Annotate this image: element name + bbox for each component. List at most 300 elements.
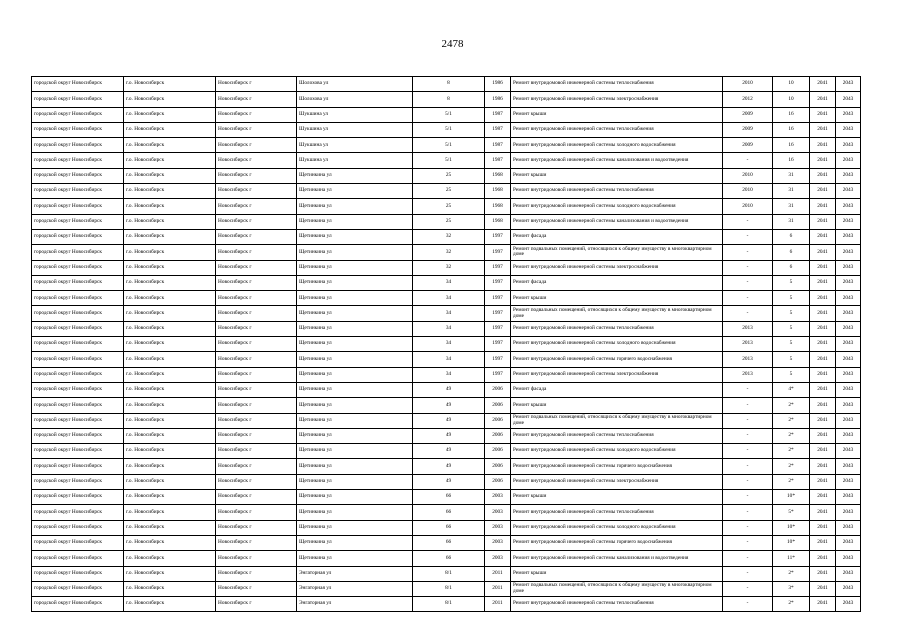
district-cell: г.о. Новосибирск xyxy=(124,229,216,244)
end-year-cell: 2043 xyxy=(836,367,861,382)
start-year-cell: 2041 xyxy=(810,291,836,306)
house-number-cell: 66 xyxy=(413,505,485,520)
table-row xyxy=(32,260,861,275)
house-number-cell: 8/1 xyxy=(413,566,485,581)
district-cell: г.о. Новосибирск xyxy=(124,505,216,520)
district-cell: г.о. Новосибирск xyxy=(124,337,216,352)
city-cell: Новосибирск г xyxy=(216,275,297,290)
table-row xyxy=(32,566,861,581)
end-year-cell: 2043 xyxy=(836,275,861,290)
start-year-cell: 2041 xyxy=(810,413,836,428)
end-year-cell: 2043 xyxy=(836,413,861,428)
repair-schedule-table xyxy=(31,76,861,612)
district-cell: г.о. Новосибирск xyxy=(124,459,216,474)
work-type-cell: Ремонт подвальных помещений, относящихся к общему имуществу в многоквартирном доме xyxy=(511,306,723,321)
district-cell: г.о. Новосибирск xyxy=(124,581,216,596)
build-year-cell: 1986 xyxy=(485,77,511,92)
street-cell: Щетинкина ул xyxy=(297,535,413,550)
start-year-cell: 2041 xyxy=(810,535,836,550)
start-year-cell: 2041 xyxy=(810,505,836,520)
municipality-cell: городской округ Новосибирск xyxy=(32,490,124,505)
work-type-cell: Ремонт внутридомовой инженерной системы теплоснабжения xyxy=(511,428,723,443)
wear-cell: 2* xyxy=(773,459,810,474)
work-type-cell: Ремонт внутридомовой инженерной системы теплоснабжения xyxy=(511,597,723,612)
last-repair-year-cell: 2009 xyxy=(723,107,773,122)
build-year-cell: 1987 xyxy=(485,153,511,168)
table-row xyxy=(32,337,861,352)
work-type-cell: Ремонт внутридомовой инженерной системы канализования и водоотведения xyxy=(511,551,723,566)
wear-cell: 2* xyxy=(773,413,810,428)
start-year-cell: 2041 xyxy=(810,551,836,566)
municipality-cell: городской округ Новосибирск xyxy=(32,382,124,397)
municipality-cell: городской округ Новосибирск xyxy=(32,214,124,229)
wear-cell: 5 xyxy=(773,291,810,306)
start-year-cell: 2041 xyxy=(810,321,836,336)
wear-cell: 6 xyxy=(773,245,810,260)
municipality-cell: городской округ Новосибирск xyxy=(32,535,124,550)
city-cell: Новосибирск г xyxy=(216,398,297,413)
table-row xyxy=(32,597,861,612)
last-repair-year-cell: - xyxy=(723,275,773,290)
table-row xyxy=(32,306,861,321)
district-cell: г.о. Новосибирск xyxy=(124,444,216,459)
street-cell: Щетинкина ул xyxy=(297,551,413,566)
house-number-cell: 25 xyxy=(413,214,485,229)
house-number-cell: 66 xyxy=(413,535,485,550)
street-cell: Щетинкина ул xyxy=(297,444,413,459)
house-number-cell: 49 xyxy=(413,428,485,443)
district-cell: г.о. Новосибирск xyxy=(124,184,216,199)
street-cell: Щетинкина ул xyxy=(297,352,413,367)
end-year-cell: 2043 xyxy=(836,92,861,107)
house-number-cell: 34 xyxy=(413,352,485,367)
build-year-cell: 1986 xyxy=(485,92,511,107)
last-repair-year-cell: - xyxy=(723,428,773,443)
work-type-cell: Ремонт крыши xyxy=(511,490,723,505)
street-cell: Шукшина ул xyxy=(297,107,413,122)
work-type-cell: Ремонт внутридомовой инженерной системы теплоснабжения xyxy=(511,122,723,137)
table-row xyxy=(32,138,861,153)
street-cell: Щетинкина ул xyxy=(297,214,413,229)
district-cell: г.о. Новосибирск xyxy=(124,382,216,397)
build-year-cell: 1997 xyxy=(485,275,511,290)
end-year-cell: 2043 xyxy=(836,581,861,596)
city-cell: Новосибирск г xyxy=(216,459,297,474)
municipality-cell: городской округ Новосибирск xyxy=(32,260,124,275)
build-year-cell: 2003 xyxy=(485,535,511,550)
table-row xyxy=(32,153,861,168)
municipality-cell: городской округ Новосибирск xyxy=(32,474,124,489)
municipality-cell: городской округ Новосибирск xyxy=(32,597,124,612)
wear-cell: 2* xyxy=(773,428,810,443)
district-cell: г.о. Новосибирск xyxy=(124,153,216,168)
end-year-cell: 2043 xyxy=(836,337,861,352)
build-year-cell: 2006 xyxy=(485,428,511,443)
wear-cell: 2* xyxy=(773,566,810,581)
start-year-cell: 2041 xyxy=(810,352,836,367)
end-year-cell: 2043 xyxy=(836,459,861,474)
street-cell: Щетинкина ул xyxy=(297,367,413,382)
end-year-cell: 2043 xyxy=(836,122,861,137)
last-repair-year-cell: 2009 xyxy=(723,138,773,153)
house-number-cell: 49 xyxy=(413,382,485,397)
build-year-cell: 1997 xyxy=(485,260,511,275)
work-type-cell: Ремонт фасада xyxy=(511,275,723,290)
start-year-cell: 2041 xyxy=(810,490,836,505)
last-repair-year-cell: - xyxy=(723,551,773,566)
house-number-cell: 49 xyxy=(413,459,485,474)
end-year-cell: 2043 xyxy=(836,490,861,505)
house-number-cell: 25 xyxy=(413,168,485,183)
municipality-cell: городской округ Новосибирск xyxy=(32,107,124,122)
start-year-cell: 2041 xyxy=(810,199,836,214)
street-cell: Щетинкина ул xyxy=(297,260,413,275)
last-repair-year-cell: 2010 xyxy=(723,184,773,199)
wear-cell: 2* xyxy=(773,444,810,459)
street-cell: Щетинкина ул xyxy=(297,184,413,199)
city-cell: Новосибирск г xyxy=(216,520,297,535)
street-cell: Щетинкина ул xyxy=(297,199,413,214)
work-type-cell: Ремонт внутридомовой инженерной системы холодного водоснабжения xyxy=(511,199,723,214)
district-cell: г.о. Новосибирск xyxy=(124,168,216,183)
municipality-cell: городской округ Новосибирск xyxy=(32,92,124,107)
end-year-cell: 2043 xyxy=(836,229,861,244)
district-cell: г.о. Новосибирск xyxy=(124,199,216,214)
city-cell: Новосибирск г xyxy=(216,306,297,321)
work-type-cell: Ремонт крыши xyxy=(511,398,723,413)
table-row xyxy=(32,184,861,199)
district-cell: г.о. Новосибирск xyxy=(124,352,216,367)
build-year-cell: 1997 xyxy=(485,337,511,352)
end-year-cell: 2043 xyxy=(836,138,861,153)
street-cell: Щетинкина ул xyxy=(297,398,413,413)
house-number-cell: 34 xyxy=(413,367,485,382)
municipality-cell: городской округ Новосибирск xyxy=(32,229,124,244)
work-type-cell: Ремонт внутридомовой инженерной системы холодного водоснабжения xyxy=(511,138,723,153)
start-year-cell: 2041 xyxy=(810,214,836,229)
street-cell: Щетинкина ул xyxy=(297,337,413,352)
district-cell: г.о. Новосибирск xyxy=(124,245,216,260)
house-number-cell: 34 xyxy=(413,337,485,352)
city-cell: Новосибирск г xyxy=(216,505,297,520)
district-cell: г.о. Новосибирск xyxy=(124,428,216,443)
street-cell: Щетинкина ул xyxy=(297,321,413,336)
district-cell: г.о. Новосибирск xyxy=(124,122,216,137)
table-row xyxy=(32,77,861,92)
city-cell: Новосибирск г xyxy=(216,138,297,153)
street-cell: Энгаторная ул xyxy=(297,566,413,581)
wear-cell: 10* xyxy=(773,490,810,505)
wear-cell: 3* xyxy=(773,581,810,596)
street-cell: Щетинкина ул xyxy=(297,474,413,489)
district-cell: г.о. Новосибирск xyxy=(124,398,216,413)
house-number-cell: 49 xyxy=(413,398,485,413)
end-year-cell: 2043 xyxy=(836,566,861,581)
table-row xyxy=(32,505,861,520)
table-row xyxy=(32,245,861,260)
last-repair-year-cell: - xyxy=(723,398,773,413)
street-cell: Щетинкина ул xyxy=(297,382,413,397)
city-cell: Новосибирск г xyxy=(216,535,297,550)
build-year-cell: 1997 xyxy=(485,291,511,306)
city-cell: Новосибирск г xyxy=(216,597,297,612)
last-repair-year-cell: 2013 xyxy=(723,321,773,336)
build-year-cell: 1968 xyxy=(485,199,511,214)
wear-cell: 5 xyxy=(773,306,810,321)
city-cell: Новосибирск г xyxy=(216,337,297,352)
build-year-cell: 1987 xyxy=(485,107,511,122)
city-cell: Новосибирск г xyxy=(216,168,297,183)
street-cell: Щетинкина ул xyxy=(297,275,413,290)
house-number-cell: 8/1 xyxy=(413,597,485,612)
city-cell: Новосибирск г xyxy=(216,260,297,275)
municipality-cell: городской округ Новосибирск xyxy=(32,184,124,199)
wear-cell: 16 xyxy=(773,122,810,137)
start-year-cell: 2041 xyxy=(810,444,836,459)
build-year-cell: 2011 xyxy=(485,566,511,581)
wear-cell: 4* xyxy=(773,382,810,397)
district-cell: г.о. Новосибирск xyxy=(124,92,216,107)
last-repair-year-cell: - xyxy=(723,291,773,306)
start-year-cell: 2041 xyxy=(810,581,836,596)
street-cell: Шукшина ул xyxy=(297,138,413,153)
house-number-cell: 25 xyxy=(413,184,485,199)
wear-cell: 5 xyxy=(773,321,810,336)
build-year-cell: 2003 xyxy=(485,505,511,520)
municipality-cell: городской округ Новосибирск xyxy=(32,520,124,535)
start-year-cell: 2041 xyxy=(810,229,836,244)
start-year-cell: 2041 xyxy=(810,260,836,275)
start-year-cell: 2041 xyxy=(810,566,836,581)
wear-cell: 16 xyxy=(773,153,810,168)
start-year-cell: 2041 xyxy=(810,153,836,168)
end-year-cell: 2043 xyxy=(836,474,861,489)
build-year-cell: 2011 xyxy=(485,597,511,612)
build-year-cell: 1968 xyxy=(485,168,511,183)
table-row xyxy=(32,275,861,290)
last-repair-year-cell: - xyxy=(723,490,773,505)
table-row xyxy=(32,92,861,107)
house-number-cell: 5/1 xyxy=(413,138,485,153)
house-number-cell: 8 xyxy=(413,77,485,92)
last-repair-year-cell: - xyxy=(723,260,773,275)
build-year-cell: 1997 xyxy=(485,245,511,260)
start-year-cell: 2041 xyxy=(810,306,836,321)
last-repair-year-cell: - xyxy=(723,535,773,550)
table-row xyxy=(32,352,861,367)
city-cell: Новосибирск г xyxy=(216,581,297,596)
work-type-cell: Ремонт внутридомовой инженерной системы электроснабжения xyxy=(511,92,723,107)
build-year-cell: 2006 xyxy=(485,459,511,474)
build-year-cell: 1968 xyxy=(485,184,511,199)
district-cell: г.о. Новосибирск xyxy=(124,260,216,275)
build-year-cell: 1987 xyxy=(485,122,511,137)
last-repair-year-cell: - xyxy=(723,566,773,581)
last-repair-year-cell: - xyxy=(723,505,773,520)
city-cell: Новосибирск г xyxy=(216,184,297,199)
district-cell: г.о. Новосибирск xyxy=(124,413,216,428)
table-row xyxy=(32,474,861,489)
build-year-cell: 1997 xyxy=(485,229,511,244)
end-year-cell: 2043 xyxy=(836,184,861,199)
municipality-cell: городской округ Новосибирск xyxy=(32,291,124,306)
last-repair-year-cell: - xyxy=(723,474,773,489)
city-cell: Новосибирск г xyxy=(216,291,297,306)
table-row xyxy=(32,520,861,535)
street-cell: Щетинкина ул xyxy=(297,505,413,520)
district-cell: г.о. Новосибирск xyxy=(124,77,216,92)
city-cell: Новосибирск г xyxy=(216,214,297,229)
start-year-cell: 2041 xyxy=(810,77,836,92)
last-repair-year-cell: - xyxy=(723,306,773,321)
municipality-cell: городской округ Новосибирск xyxy=(32,352,124,367)
street-cell: Щетинкина ул xyxy=(297,306,413,321)
wear-cell: 2* xyxy=(773,474,810,489)
wear-cell: 5 xyxy=(773,352,810,367)
end-year-cell: 2043 xyxy=(836,597,861,612)
end-year-cell: 2043 xyxy=(836,444,861,459)
table-row xyxy=(32,428,861,443)
district-cell: г.о. Новосибирск xyxy=(124,490,216,505)
page-number: 2478 xyxy=(441,38,464,50)
table-row xyxy=(32,581,861,596)
street-cell: Щетинкина ул xyxy=(297,413,413,428)
wear-cell: 5 xyxy=(773,337,810,352)
street-cell: Щетинкина ул xyxy=(297,428,413,443)
end-year-cell: 2043 xyxy=(836,291,861,306)
district-cell: г.о. Новосибирск xyxy=(124,520,216,535)
work-type-cell: Ремонт подвальных помещений, относящихся к общему имуществу в многоквартирном доме xyxy=(511,245,723,260)
work-type-cell: Ремонт внутридомовой инженерной системы холодного водоснабжения xyxy=(511,520,723,535)
wear-cell: 10 xyxy=(773,92,810,107)
end-year-cell: 2043 xyxy=(836,551,861,566)
end-year-cell: 2043 xyxy=(836,77,861,92)
last-repair-year-cell: - xyxy=(723,444,773,459)
last-repair-year-cell: 2013 xyxy=(723,367,773,382)
work-type-cell: Ремонт внутридомовой инженерной системы горячего водоснабжения xyxy=(511,535,723,550)
start-year-cell: 2041 xyxy=(810,520,836,535)
municipality-cell: городской округ Новосибирск xyxy=(32,581,124,596)
city-cell: Новосибирск г xyxy=(216,122,297,137)
last-repair-year-cell: 2012 xyxy=(723,92,773,107)
district-cell: г.о. Новосибирск xyxy=(124,291,216,306)
wear-cell: 6 xyxy=(773,260,810,275)
build-year-cell: 1968 xyxy=(485,214,511,229)
house-number-cell: 32 xyxy=(413,245,485,260)
municipality-cell: городской округ Новосибирск xyxy=(32,505,124,520)
end-year-cell: 2043 xyxy=(836,245,861,260)
municipality-cell: городской округ Новосибирск xyxy=(32,444,124,459)
table-row xyxy=(32,321,861,336)
last-repair-year-cell: - xyxy=(723,459,773,474)
end-year-cell: 2043 xyxy=(836,352,861,367)
house-number-cell: 5/1 xyxy=(413,122,485,137)
last-repair-year-cell: - xyxy=(723,382,773,397)
table-row xyxy=(32,367,861,382)
work-type-cell: Ремонт внутридомовой инженерной системы теплоснабжения xyxy=(511,184,723,199)
municipality-cell: городской округ Новосибирск xyxy=(32,459,124,474)
table-row xyxy=(32,490,861,505)
start-year-cell: 2041 xyxy=(810,92,836,107)
wear-cell: 31 xyxy=(773,199,810,214)
table-row xyxy=(32,535,861,550)
house-number-cell: 5/1 xyxy=(413,153,485,168)
municipality-cell: городской округ Новосибирск xyxy=(32,321,124,336)
table-row xyxy=(32,214,861,229)
wear-cell: 2* xyxy=(773,597,810,612)
build-year-cell: 1997 xyxy=(485,367,511,382)
start-year-cell: 2041 xyxy=(810,398,836,413)
district-cell: г.о. Новосибирск xyxy=(124,107,216,122)
table-row xyxy=(32,459,861,474)
last-repair-year-cell: - xyxy=(723,229,773,244)
wear-cell: 10* xyxy=(773,520,810,535)
table-row xyxy=(32,229,861,244)
city-cell: Новосибирск г xyxy=(216,245,297,260)
house-number-cell: 8 xyxy=(413,92,485,107)
district-cell: г.о. Новосибирск xyxy=(124,566,216,581)
municipality-cell: городской округ Новосибирск xyxy=(32,138,124,153)
table-row xyxy=(32,291,861,306)
city-cell: Новосибирск г xyxy=(216,566,297,581)
table-row xyxy=(32,551,861,566)
district-cell: г.о. Новосибирск xyxy=(124,597,216,612)
street-cell: Щетинкина ул xyxy=(297,291,413,306)
start-year-cell: 2041 xyxy=(810,382,836,397)
build-year-cell: 2003 xyxy=(485,551,511,566)
build-year-cell: 2003 xyxy=(485,490,511,505)
start-year-cell: 2041 xyxy=(810,122,836,137)
house-number-cell: 66 xyxy=(413,520,485,535)
build-year-cell: 2003 xyxy=(485,520,511,535)
last-repair-year-cell: - xyxy=(723,153,773,168)
last-repair-year-cell: 2013 xyxy=(723,337,773,352)
house-number-cell: 32 xyxy=(413,260,485,275)
work-type-cell: Ремонт внутридомовой инженерной системы холодного водоснабжения xyxy=(511,337,723,352)
start-year-cell: 2041 xyxy=(810,367,836,382)
wear-cell: 10 xyxy=(773,77,810,92)
city-cell: Новосибирск г xyxy=(216,321,297,336)
house-number-cell: 34 xyxy=(413,275,485,290)
end-year-cell: 2043 xyxy=(836,306,861,321)
city-cell: Новосибирск г xyxy=(216,229,297,244)
work-type-cell: Ремонт подвальных помещений, относящихся к общему имуществу в многоквартирном доме xyxy=(511,581,723,596)
street-cell: Энгаторная ул xyxy=(297,581,413,596)
municipality-cell: городской округ Новосибирск xyxy=(32,551,124,566)
start-year-cell: 2041 xyxy=(810,184,836,199)
start-year-cell: 2041 xyxy=(810,138,836,153)
end-year-cell: 2043 xyxy=(836,168,861,183)
build-year-cell: 2006 xyxy=(485,444,511,459)
table-row xyxy=(32,413,861,428)
build-year-cell: 1997 xyxy=(485,306,511,321)
house-number-cell: 34 xyxy=(413,291,485,306)
wear-cell: 10* xyxy=(773,535,810,550)
table-row xyxy=(32,107,861,122)
last-repair-year-cell: 2010 xyxy=(723,168,773,183)
city-cell: Новосибирск г xyxy=(216,428,297,443)
end-year-cell: 2043 xyxy=(836,505,861,520)
municipality-cell: городской округ Новосибирск xyxy=(32,367,124,382)
district-cell: г.о. Новосибирск xyxy=(124,214,216,229)
house-number-cell: 66 xyxy=(413,490,485,505)
city-cell: Новосибирск г xyxy=(216,444,297,459)
street-cell: Шолохова ул xyxy=(297,77,413,92)
city-cell: Новосибирск г xyxy=(216,367,297,382)
wear-cell: 5 xyxy=(773,367,810,382)
house-number-cell: 66 xyxy=(413,551,485,566)
house-number-cell: 49 xyxy=(413,444,485,459)
